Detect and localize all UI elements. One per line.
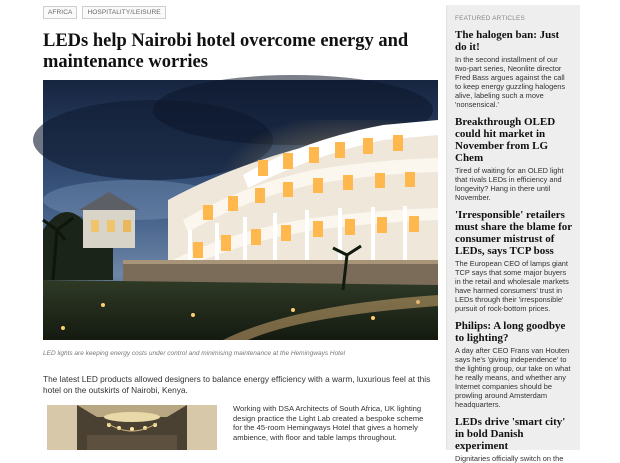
featured-article-title[interactable]: LEDs drive 'smart city' in bold Danish experiment	[455, 416, 566, 452]
featured-article-4[interactable]	[455, 320, 572, 409]
featured-article-summary: Dignitaries officially switch on the	[455, 454, 564, 463]
sidebar-heading: FEATURED ARTICLES	[455, 15, 525, 22]
featured-article-title[interactable]: The halogen ban: Just do it!	[455, 29, 560, 53]
featured-article-2[interactable]	[455, 116, 572, 202]
featured-article-summary: In the second installment of our two-part series, Neonlite director Fred Bass argues against the call to keep energy guzzling halogens alive, labeling such a move 'nonsensical.'	[455, 55, 566, 109]
featured-articles-sidebar	[446, 5, 580, 463]
hero-image	[43, 80, 438, 340]
featured-article-title[interactable]: Philips: A long goodbye to lighting?	[455, 320, 566, 344]
featured-article-summary: A day after CEO Frans van Houten says he's 'giving independence' to the lighting group, our take on what he really means, and whether any Internet companies should be prowling around Amsterdam headquarters.	[455, 346, 571, 409]
article-intro: The latest LED products allowed designers to balance energy efficiency with a warm, luxurious feel at this hotel on the outskirts of Nairobi, Kenya.	[43, 374, 431, 395]
tag-hospitality-leisure[interactable]: HOSPITALITY/LEISURE	[82, 6, 165, 19]
hotel-night-photo	[43, 80, 438, 340]
article-headline: LEDs help Nairobi hotel overcome energy and maintenance worries	[43, 31, 409, 72]
featured-article-summary: The European CEO of lamps giant TCP says that some major buyers in the retail and wholesale markets have harmed consumers' trust in LEDs through their 'irresponsible' pursuit of rock-bottom prices.	[455, 259, 569, 313]
featured-article-summary: Tired of waiting for an OLED light that rivals LEDs in efficiency and longevity? Hang in there until November.	[455, 166, 564, 202]
image-caption: LED lights are keeping energy costs under control and minimising maintenance at the Hemingways Hotel	[43, 350, 346, 357]
lobby-thumbnail	[47, 405, 217, 450]
lobby-chandelier-photo	[47, 405, 217, 450]
featured-article-1[interactable]	[455, 29, 572, 109]
featured-article-3[interactable]	[455, 209, 572, 313]
tag-africa[interactable]: AFRICA	[43, 6, 77, 19]
featured-article-title[interactable]: Breakthrough OLED could hit market in November from LG Chem	[455, 116, 556, 164]
featured-article-5[interactable]	[455, 416, 572, 463]
article-body-paragraph: Working with DSA Architects of South Africa, UK lighting design practice the Light Lab created a bespoke scheme for the 45-room Hemingways Hotel that gives a homely ambience, with floor and table lamps throughout.	[233, 404, 424, 442]
article-tags	[43, 6, 166, 19]
featured-article-title[interactable]: 'Irresponsible' retailers must share the blame for consumer mistrust of LEDs, says TCP boss	[455, 209, 572, 257]
